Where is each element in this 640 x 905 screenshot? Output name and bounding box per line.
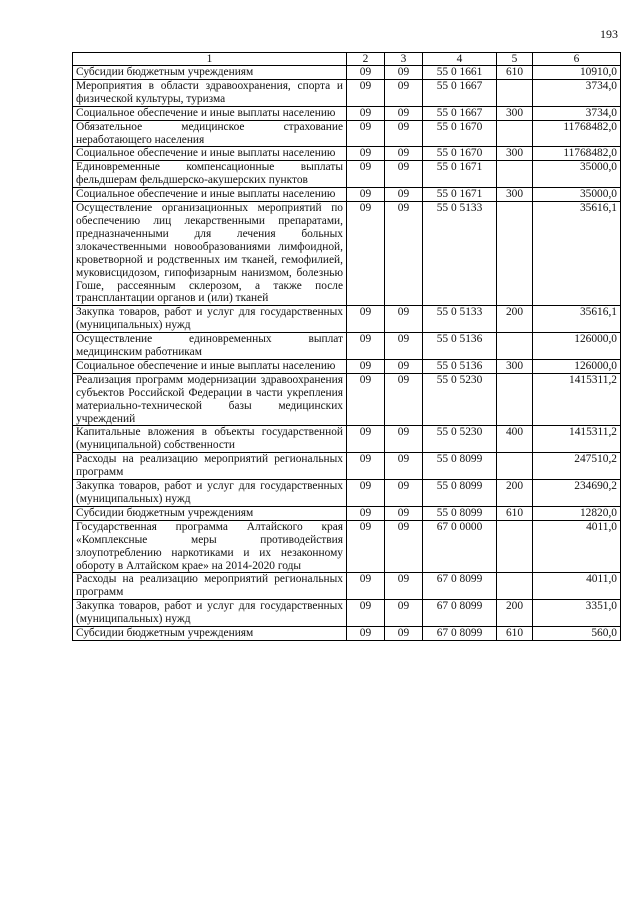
- row-name: Расходы на реализацию мероприятий региональных программ: [73, 573, 347, 600]
- expense-type-code: [497, 573, 533, 600]
- row-name: Обязательное медицинское страхование неработающего населения: [73, 120, 347, 147]
- amount-value: 1415311,2: [533, 426, 621, 453]
- subsection-code: 09: [385, 188, 423, 202]
- expense-type-code: [497, 120, 533, 147]
- section-code: 09: [347, 147, 385, 161]
- row-name: Единовременные компенсационные выплаты фельдшерам фельдшерско-акушерских пунктов: [73, 161, 347, 188]
- expense-type-code: [497, 333, 533, 360]
- row-name: Социальное обеспечение и иные выплаты населению: [73, 359, 347, 373]
- subsection-code: 09: [385, 627, 423, 641]
- table-row: [73, 333, 621, 360]
- expense-type-code: 610: [497, 66, 533, 80]
- amount-value: 247510,2: [533, 453, 621, 480]
- expense-type-code: [497, 373, 533, 426]
- table-row: [73, 120, 621, 147]
- amount-value: 12820,0: [533, 506, 621, 520]
- row-name: Субсидии бюджетным учреждениям: [73, 66, 347, 80]
- table-row: [73, 627, 621, 641]
- target-article-code: 55 0 8099: [423, 453, 497, 480]
- table-row: [73, 520, 621, 573]
- target-article-code: 67 0 8099: [423, 600, 497, 627]
- expense-type-code: 200: [497, 480, 533, 507]
- row-name: Закупка товаров, работ и услуг для государственных (муниципальных) нужд: [73, 600, 347, 627]
- target-article-code: 67 0 8099: [423, 573, 497, 600]
- expense-type-code: [497, 202, 533, 306]
- subsection-code: 09: [385, 359, 423, 373]
- target-article-code: 55 0 1667: [423, 79, 497, 106]
- amount-value: 560,0: [533, 627, 621, 641]
- expense-type-code: [497, 520, 533, 573]
- section-code: 09: [347, 161, 385, 188]
- table-row: [73, 426, 621, 453]
- section-code: 09: [347, 120, 385, 147]
- expense-type-code: [497, 161, 533, 188]
- expense-type-code: 300: [497, 188, 533, 202]
- column-header-row: [73, 53, 621, 66]
- section-code: 09: [347, 627, 385, 641]
- page-number: 193: [600, 27, 618, 41]
- subsection-code: 09: [385, 600, 423, 627]
- amount-value: 234690,2: [533, 480, 621, 507]
- expense-type-code: 300: [497, 359, 533, 373]
- subsection-code: 09: [385, 202, 423, 306]
- row-name: Субсидии бюджетным учреждениям: [73, 627, 347, 641]
- target-article-code: 55 0 5230: [423, 426, 497, 453]
- budget-table-body: [73, 53, 621, 641]
- expense-type-code: 610: [497, 627, 533, 641]
- subsection-code: 09: [385, 520, 423, 573]
- amount-value: 35616,1: [533, 202, 621, 306]
- amount-value: 3734,0: [533, 106, 621, 120]
- target-article-code: 55 0 5136: [423, 359, 497, 373]
- amount-value: 3734,0: [533, 79, 621, 106]
- table-row: [73, 66, 621, 80]
- row-name: Расходы на реализацию мероприятий региональных программ: [73, 453, 347, 480]
- amount-value: 11768482,0: [533, 147, 621, 161]
- subsection-code: 09: [385, 306, 423, 333]
- amount-value: 10910,0: [533, 66, 621, 80]
- subsection-code: 09: [385, 573, 423, 600]
- row-name: Социальное обеспечение и иные выплаты населению: [73, 188, 347, 202]
- amount-value: 35000,0: [533, 161, 621, 188]
- expense-type-code: 300: [497, 147, 533, 161]
- table-row: [73, 147, 621, 161]
- table-row: [73, 600, 621, 627]
- section-code: 09: [347, 426, 385, 453]
- subsection-code: 09: [385, 426, 423, 453]
- table-row: [73, 79, 621, 106]
- section-code: 09: [347, 188, 385, 202]
- amount-value: 1415311,2: [533, 373, 621, 426]
- amount-value: 126000,0: [533, 359, 621, 373]
- section-code: 09: [347, 373, 385, 426]
- expense-type-code: [497, 453, 533, 480]
- table-row: [73, 161, 621, 188]
- subsection-code: 09: [385, 66, 423, 80]
- table-row: [73, 573, 621, 600]
- subsection-code: 09: [385, 161, 423, 188]
- section-code: 09: [347, 453, 385, 480]
- target-article-code: 55 0 5133: [423, 306, 497, 333]
- table-row: [73, 359, 621, 373]
- row-name: Субсидии бюджетным учреждениям: [73, 506, 347, 520]
- column-header-1: 1: [73, 53, 347, 66]
- section-code: 09: [347, 359, 385, 373]
- target-article-code: 55 0 5133: [423, 202, 497, 306]
- section-code: 09: [347, 306, 385, 333]
- target-article-code: 67 0 0000: [423, 520, 497, 573]
- row-name: Капитальные вложения в объекты государственной (муниципальной) собственности: [73, 426, 347, 453]
- section-code: 09: [347, 106, 385, 120]
- subsection-code: 09: [385, 147, 423, 161]
- amount-value: 126000,0: [533, 333, 621, 360]
- table-row: [73, 202, 621, 306]
- section-code: 09: [347, 66, 385, 80]
- section-code: 09: [347, 79, 385, 106]
- amount-value: 4011,0: [533, 573, 621, 600]
- table-row: [73, 480, 621, 507]
- target-article-code: 55 0 8099: [423, 480, 497, 507]
- row-name: Закупка товаров, работ и услуг для государственных (муниципальных) нужд: [73, 306, 347, 333]
- table-row: [73, 106, 621, 120]
- column-header-6: 6: [533, 53, 621, 66]
- target-article-code: 55 0 8099: [423, 506, 497, 520]
- expense-type-code: 400: [497, 426, 533, 453]
- budget-table: [72, 52, 621, 641]
- subsection-code: 09: [385, 506, 423, 520]
- section-code: 09: [347, 573, 385, 600]
- row-name: Социальное обеспечение и иные выплаты населению: [73, 147, 347, 161]
- target-article-code: 55 0 1661: [423, 66, 497, 80]
- section-code: 09: [347, 480, 385, 507]
- row-name: Осуществление организационных мероприятий по обеспечению лиц лекарственными препаратами, предназначенными для лечения больных злокачественными новообразованиями лимфоидной, кроветворной и родственных им тканей, гемофилией, муковисцидозом, гипофизарным нанизмом, болезнью Гоше, рассеянным склерозом, а также после трансплантации органов и (или) тканей: [73, 202, 347, 306]
- table-row: [73, 506, 621, 520]
- target-article-code: 55 0 1671: [423, 188, 497, 202]
- target-article-code: 55 0 1671: [423, 161, 497, 188]
- target-article-code: 55 0 1670: [423, 120, 497, 147]
- section-code: 09: [347, 202, 385, 306]
- target-article-code: 55 0 1667: [423, 106, 497, 120]
- amount-value: 35000,0: [533, 188, 621, 202]
- target-article-code: 55 0 5136: [423, 333, 497, 360]
- subsection-code: 09: [385, 480, 423, 507]
- column-header-5: 5: [497, 53, 533, 66]
- row-name: Социальное обеспечение и иные выплаты населению: [73, 106, 347, 120]
- row-name: Государственная программа Алтайского края «Комплексные меры противодействия злоупотреблению наркотиками и их незаконному обороту в Алтайском крае» на 2014-2020 годы: [73, 520, 347, 573]
- subsection-code: 09: [385, 373, 423, 426]
- expense-type-code: 200: [497, 306, 533, 333]
- column-header-3: 3: [385, 53, 423, 66]
- row-name: Закупка товаров, работ и услуг для государственных (муниципальных) нужд: [73, 480, 347, 507]
- subsection-code: 09: [385, 333, 423, 360]
- expense-type-code: 200: [497, 600, 533, 627]
- target-article-code: 55 0 1670: [423, 147, 497, 161]
- target-article-code: 67 0 8099: [423, 627, 497, 641]
- expense-type-code: 610: [497, 506, 533, 520]
- column-header-4: 4: [423, 53, 497, 66]
- subsection-code: 09: [385, 453, 423, 480]
- section-code: 09: [347, 600, 385, 627]
- amount-value: 35616,1: [533, 306, 621, 333]
- row-name: Реализация программ модернизации здравоохранения субъектов Российской Федерации в части укрепления материально-технической базы медицинских учреждений: [73, 373, 347, 426]
- row-name: Осуществление единовременных выплат медицинским работникам: [73, 333, 347, 360]
- expense-type-code: 300: [497, 106, 533, 120]
- subsection-code: 09: [385, 120, 423, 147]
- section-code: 09: [347, 520, 385, 573]
- subsection-code: 09: [385, 106, 423, 120]
- target-article-code: 55 0 5230: [423, 373, 497, 426]
- table-row: [73, 373, 621, 426]
- table-row: [73, 188, 621, 202]
- amount-value: 11768482,0: [533, 120, 621, 147]
- subsection-code: 09: [385, 79, 423, 106]
- column-header-2: 2: [347, 53, 385, 66]
- amount-value: 3351,0: [533, 600, 621, 627]
- row-name: Мероприятия в области здравоохранения, спорта и физической культуры, туризма: [73, 79, 347, 106]
- amount-value: 4011,0: [533, 520, 621, 573]
- expense-type-code: [497, 79, 533, 106]
- section-code: 09: [347, 506, 385, 520]
- section-code: 09: [347, 333, 385, 360]
- table-row: [73, 306, 621, 333]
- table-row: [73, 453, 621, 480]
